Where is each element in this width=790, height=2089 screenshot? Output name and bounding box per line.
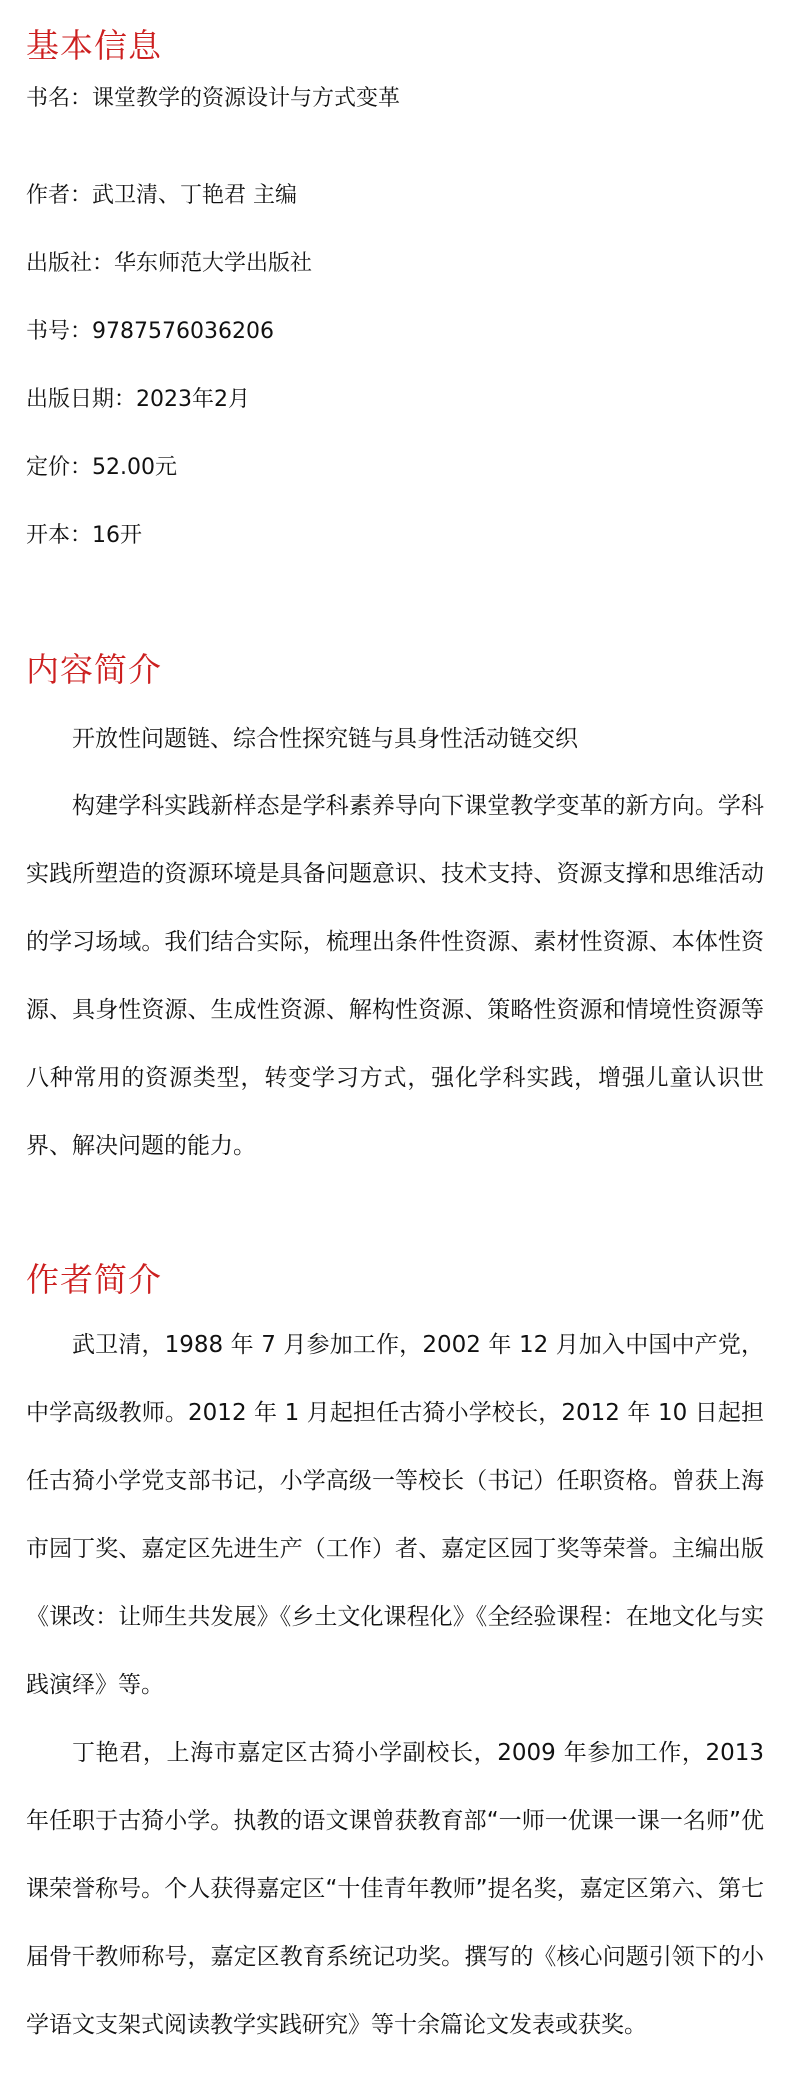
author-intro-heading: 作者简介 <box>26 1260 162 1299</box>
content-intro-lead: 开放性问题链、综合性探究链与具身性活动链交织 <box>72 726 578 752</box>
publisher-line: 出版社：华东师范大学出版社 <box>26 251 313 276</box>
format-line: 开本：16开 <box>26 523 142 548</box>
publish-date-line: 出版日期：2023年2月 <box>26 387 250 412</box>
basic-info-heading: 基本信息 <box>26 26 162 65</box>
author-bio-wu: 武卫清，1988 年 7 月参加工作，2002 年 12 月加入中国中产党，中学高级教师。2012 年 1 月起担任古猗小学校长，2012 年 10 日起担任古猗小学党支部书记，小学高级一等校长（书记）任职资格。曾获上海市园丁奖、嘉定区先进生产（工作）者、嘉定区园丁奖等荣誉。主编出版《课改：让师生共发展》《乡土文化课程化》《全经验课程：在地文化与实践演绎》等。 <box>26 1332 764 1698</box>
isbn-line: 书号：9787576036206 <box>26 319 274 344</box>
author-line: 作者：武卫清、丁艳君 主编 <box>26 183 297 208</box>
content-intro-body: 构建学科实践新样态是学科素养导向下课堂教学变革的新方向。学科实践所塑造的资源环境是具备问题意识、技术支持、资源支撑和思维活动的学习场域。我们结合实际，梳理出条件性资源、素材性资源、本体性资源、具身性资源、生成性资源、解构性资源、策略性资源和情境性资源等八种常用的资源类型，转变学习方式，强化学科实践，增强儿童认识世界、解决问题的能力。 <box>26 793 764 1159</box>
book-title-line: 书名：课堂教学的资源设计与方式变革 <box>26 86 401 111</box>
price-line: 定价：52.00元 <box>26 455 177 480</box>
author-bio-ding: 丁艳君，上海市嘉定区古猗小学副校长，2009 年参加工作，2013 年任职于古猗小学。执教的语文课曾获教育部“一师一优课一课一名师”优课荣誉称号。个人获得嘉定区“十佳青年教师”提名奖，嘉定区第六、第七届骨干教师称号，嘉定区教育系统记功奖。撰写的《核心问题引领下的小学语文支架式阅读教学实践研究》等十余篇论文发表或获奖。 <box>26 1740 764 2038</box>
content-intro-heading: 内容简介 <box>26 650 162 689</box>
